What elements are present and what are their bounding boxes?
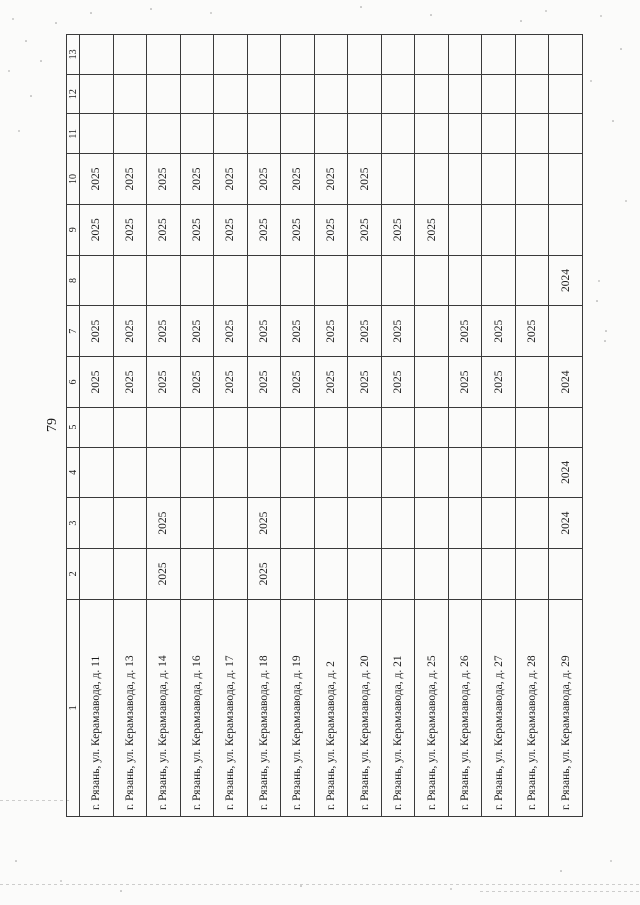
scan-speck — [590, 80, 592, 82]
table-row — [314, 35, 348, 817]
table-row — [415, 35, 449, 817]
year-cell — [482, 204, 516, 255]
year-cell: 2025 — [214, 306, 248, 357]
year-cell — [415, 357, 449, 408]
year-cell — [448, 548, 482, 599]
address-cell: г. Рязань, ул. Керамзавода, д. 16 — [180, 599, 214, 816]
year-cell — [281, 407, 315, 447]
address-cell: г. Рязань, ул. Керамзавода, д. 17 — [214, 599, 248, 816]
year-cell — [180, 498, 214, 549]
rotated-table-wrapper — [66, 34, 583, 817]
scan-line — [0, 884, 640, 885]
table-row — [549, 35, 583, 817]
year-cell: 2025 — [482, 306, 516, 357]
year-cell — [415, 498, 449, 549]
year-cell: 2025 — [348, 204, 382, 255]
year-cell — [515, 74, 549, 114]
year-cell — [281, 548, 315, 599]
year-cell — [80, 407, 114, 447]
scan-speck — [598, 280, 600, 282]
year-cell — [549, 407, 583, 447]
year-cell — [549, 35, 583, 75]
year-cell: 2025 — [448, 357, 482, 408]
year-cell — [214, 447, 248, 498]
year-cell — [281, 35, 315, 75]
year-cell: 2025 — [113, 154, 147, 205]
address-cell: г. Рязань, ул. Керамзавода, д. 25 — [415, 599, 449, 816]
scan-speck — [545, 10, 547, 12]
year-cell — [448, 35, 482, 75]
year-cell — [314, 114, 348, 154]
year-cell — [314, 255, 348, 306]
year-cell — [80, 74, 114, 114]
year-cell — [515, 114, 549, 154]
year-cell — [515, 498, 549, 549]
year-cell: 2025 — [147, 548, 181, 599]
year-cell — [549, 114, 583, 154]
year-cell — [515, 548, 549, 599]
year-cell — [348, 114, 382, 154]
year-cell — [348, 74, 382, 114]
year-cell — [147, 255, 181, 306]
year-cell: 2025 — [281, 204, 315, 255]
address-cell: г. Рязань, ул. Керамзавода, д. 11 — [80, 599, 114, 816]
scan-speck — [450, 888, 452, 890]
page-number — [43, 410, 63, 440]
year-cell — [147, 407, 181, 447]
year-cell — [180, 548, 214, 599]
scan-speck — [300, 885, 302, 887]
year-cell: 2025 — [515, 306, 549, 357]
year-cell: 2025 — [314, 357, 348, 408]
year-cell — [515, 154, 549, 205]
year-cell — [482, 255, 516, 306]
year-cell: 2025 — [147, 306, 181, 357]
year-cell — [247, 447, 281, 498]
year-cell: 2025 — [348, 357, 382, 408]
year-cell — [147, 114, 181, 154]
year-cell — [515, 407, 549, 447]
scan-speck — [210, 12, 212, 14]
data-table-container — [66, 34, 583, 817]
year-cell: 2025 — [482, 357, 516, 408]
column-header: 12 — [67, 74, 80, 114]
year-cell: 2025 — [281, 306, 315, 357]
address-cell: г. Рязань, ул. Керамзавода, д. 13 — [113, 599, 147, 816]
year-cell — [281, 114, 315, 154]
address-cell: г. Рязань, ул. Керамзавода, д. 27 — [482, 599, 516, 816]
year-cell — [515, 357, 549, 408]
year-cell — [482, 447, 516, 498]
year-cell: 2025 — [113, 357, 147, 408]
scan-speck — [625, 200, 627, 202]
year-cell — [247, 255, 281, 306]
year-cell — [348, 35, 382, 75]
scan-speck — [620, 48, 622, 50]
scan-speck — [600, 15, 602, 17]
year-cell — [180, 447, 214, 498]
table-header-row — [67, 35, 80, 817]
year-cell — [180, 74, 214, 114]
year-cell — [482, 35, 516, 75]
year-cell — [113, 255, 147, 306]
year-cell — [314, 548, 348, 599]
year-cell — [281, 74, 315, 114]
year-cell — [482, 154, 516, 205]
column-header: 4 — [67, 447, 80, 498]
column-header: 6 — [67, 357, 80, 408]
column-header: 7 — [67, 306, 80, 357]
address-cell: г. Рязань, ул. Керамзавода, д. 14 — [147, 599, 181, 816]
year-cell — [448, 204, 482, 255]
column-header: 3 — [67, 498, 80, 549]
data-table — [66, 34, 583, 817]
year-cell — [214, 407, 248, 447]
year-cell — [314, 35, 348, 75]
year-cell: 2025 — [214, 204, 248, 255]
year-cell: 2025 — [247, 306, 281, 357]
year-cell: 2025 — [80, 306, 114, 357]
year-cell — [482, 114, 516, 154]
scan-line — [0, 800, 70, 801]
table-row — [180, 35, 214, 817]
year-cell — [415, 35, 449, 75]
year-cell — [549, 154, 583, 205]
address-cell: г. Рязань, ул. Керамзавода, д. 18 — [247, 599, 281, 816]
year-cell: 2025 — [80, 357, 114, 408]
year-cell — [348, 447, 382, 498]
year-cell: 2025 — [448, 306, 482, 357]
year-cell — [180, 255, 214, 306]
year-cell — [482, 498, 516, 549]
year-cell: 2025 — [214, 154, 248, 205]
table-row — [247, 35, 281, 817]
year-cell — [448, 154, 482, 205]
year-cell: 2025 — [247, 498, 281, 549]
table-row — [448, 35, 482, 817]
year-cell — [147, 74, 181, 114]
year-cell — [113, 407, 147, 447]
address-cell: г. Рязань, ул. Керамзавода, д. 2 — [314, 599, 348, 816]
year-cell — [80, 548, 114, 599]
year-cell: 2025 — [180, 204, 214, 255]
year-cell — [482, 548, 516, 599]
year-cell — [515, 204, 549, 255]
year-cell — [247, 74, 281, 114]
year-cell: 2025 — [147, 204, 181, 255]
address-cell: г. Рязань, ул. Керамзавода, д. 26 — [448, 599, 482, 816]
year-cell — [348, 548, 382, 599]
year-cell: 2025 — [348, 306, 382, 357]
year-cell — [80, 114, 114, 154]
year-cell — [348, 407, 382, 447]
year-cell: 2025 — [113, 306, 147, 357]
year-cell — [448, 447, 482, 498]
address-cell: г. Рязань, ул. Керамзавода, д. 28 — [515, 599, 549, 816]
year-cell: 2025 — [180, 154, 214, 205]
year-cell — [348, 498, 382, 549]
year-cell: 2024 — [549, 498, 583, 549]
table-row — [381, 35, 415, 817]
scan-speck — [30, 95, 32, 97]
year-cell — [448, 498, 482, 549]
year-cell: 2025 — [180, 357, 214, 408]
year-cell — [113, 447, 147, 498]
column-header: 9 — [67, 204, 80, 255]
year-cell: 2024 — [549, 447, 583, 498]
scan-line — [480, 891, 640, 892]
year-cell — [214, 74, 248, 114]
year-cell — [113, 74, 147, 114]
scan-speck — [55, 22, 57, 24]
year-cell: 2025 — [247, 154, 281, 205]
year-cell — [482, 407, 516, 447]
table-row — [113, 35, 147, 817]
scan-speck — [18, 130, 20, 132]
year-cell — [448, 74, 482, 114]
year-cell: 2024 — [549, 255, 583, 306]
year-cell: 2024 — [549, 357, 583, 408]
year-cell — [348, 255, 382, 306]
year-cell — [448, 114, 482, 154]
year-cell: 2025 — [147, 357, 181, 408]
year-cell — [549, 548, 583, 599]
table-row — [147, 35, 181, 817]
year-cell — [314, 447, 348, 498]
year-cell — [381, 498, 415, 549]
scan-speck — [60, 880, 62, 882]
year-cell: 2025 — [147, 154, 181, 205]
table-row — [348, 35, 382, 817]
year-cell — [314, 74, 348, 114]
year-cell: 2025 — [247, 204, 281, 255]
scan-speck — [610, 860, 612, 862]
year-cell — [214, 498, 248, 549]
page-number-text: 79 — [45, 418, 60, 432]
year-cell — [281, 447, 315, 498]
year-cell — [113, 548, 147, 599]
year-cell — [180, 114, 214, 154]
year-cell: 2025 — [281, 154, 315, 205]
year-cell — [482, 74, 516, 114]
year-cell: 2025 — [314, 306, 348, 357]
year-cell — [214, 114, 248, 154]
scan-speck — [25, 40, 27, 42]
year-cell: 2025 — [314, 154, 348, 205]
year-cell — [415, 255, 449, 306]
scan-speck — [430, 14, 432, 16]
year-cell — [515, 255, 549, 306]
year-cell — [549, 204, 583, 255]
year-cell — [515, 447, 549, 498]
column-header: 11 — [67, 114, 80, 154]
year-cell — [113, 114, 147, 154]
table-body — [80, 35, 583, 817]
address-cell: г. Рязань, ул. Керамзавода, д. 21 — [381, 599, 415, 816]
year-cell — [80, 255, 114, 306]
year-cell — [281, 498, 315, 549]
year-cell: 2025 — [348, 154, 382, 205]
year-cell — [247, 407, 281, 447]
year-cell: 2025 — [214, 357, 248, 408]
scan-speck — [360, 6, 362, 8]
year-cell — [448, 407, 482, 447]
address-cell: г. Рязань, ул. Керамзавода, д. 19 — [281, 599, 315, 816]
year-cell — [381, 114, 415, 154]
year-cell — [314, 407, 348, 447]
year-cell — [80, 498, 114, 549]
table-row — [515, 35, 549, 817]
year-cell — [281, 255, 315, 306]
scan-speck — [605, 330, 607, 332]
year-cell — [247, 35, 281, 75]
column-header: 10 — [67, 154, 80, 205]
scan-speck — [40, 60, 42, 62]
year-cell: 2025 — [247, 548, 281, 599]
scan-speck — [150, 8, 152, 10]
year-cell — [415, 114, 449, 154]
year-cell — [381, 407, 415, 447]
year-cell — [381, 255, 415, 306]
year-cell: 2025 — [314, 204, 348, 255]
year-cell: 2025 — [381, 357, 415, 408]
year-cell — [214, 35, 248, 75]
year-cell — [415, 74, 449, 114]
year-cell — [214, 548, 248, 599]
column-header: 8 — [67, 255, 80, 306]
column-header: 2 — [67, 548, 80, 599]
year-cell: 2025 — [415, 204, 449, 255]
year-cell: 2025 — [80, 154, 114, 205]
year-cell: 2025 — [80, 204, 114, 255]
year-cell — [415, 154, 449, 205]
year-cell: 2025 — [113, 204, 147, 255]
year-cell — [381, 74, 415, 114]
column-header: 13 — [67, 35, 80, 75]
year-cell — [214, 255, 248, 306]
year-cell — [415, 548, 449, 599]
scan-speck — [612, 120, 614, 122]
column-header: 1 — [67, 599, 80, 816]
year-cell — [381, 35, 415, 75]
year-cell — [314, 498, 348, 549]
year-cell — [381, 548, 415, 599]
year-cell: 2025 — [247, 357, 281, 408]
year-cell: 2025 — [180, 306, 214, 357]
scan-speck — [596, 300, 598, 302]
year-cell — [381, 447, 415, 498]
year-cell — [180, 35, 214, 75]
year-cell: 2025 — [381, 306, 415, 357]
scan-speck — [560, 870, 562, 872]
scan-speck — [12, 18, 14, 20]
year-cell — [180, 407, 214, 447]
year-cell — [549, 306, 583, 357]
address-cell: г. Рязань, ул. Керамзавода, д. 20 — [348, 599, 382, 816]
year-cell — [381, 154, 415, 205]
scan-speck — [15, 860, 17, 862]
year-cell — [415, 447, 449, 498]
table-row — [80, 35, 114, 817]
scan-speck — [8, 70, 10, 72]
year-cell — [80, 447, 114, 498]
year-cell — [147, 35, 181, 75]
scan-speck — [90, 12, 92, 14]
year-cell — [80, 35, 114, 75]
year-cell — [113, 35, 147, 75]
scan-speck — [120, 890, 122, 892]
year-cell — [448, 255, 482, 306]
year-cell — [147, 447, 181, 498]
year-cell: 2025 — [381, 204, 415, 255]
table-row — [281, 35, 315, 817]
year-cell — [515, 35, 549, 75]
year-cell — [247, 114, 281, 154]
scan-speck — [520, 20, 522, 22]
year-cell: 2025 — [281, 357, 315, 408]
year-cell — [549, 74, 583, 114]
address-cell: г. Рязань, ул. Керамзавода, д. 29 — [549, 599, 583, 816]
year-cell — [415, 407, 449, 447]
column-header: 5 — [67, 407, 80, 447]
scan-speck — [604, 340, 606, 342]
year-cell — [415, 306, 449, 357]
table-row — [214, 35, 248, 817]
year-cell: 2025 — [147, 498, 181, 549]
table-row — [482, 35, 516, 817]
year-cell — [113, 498, 147, 549]
